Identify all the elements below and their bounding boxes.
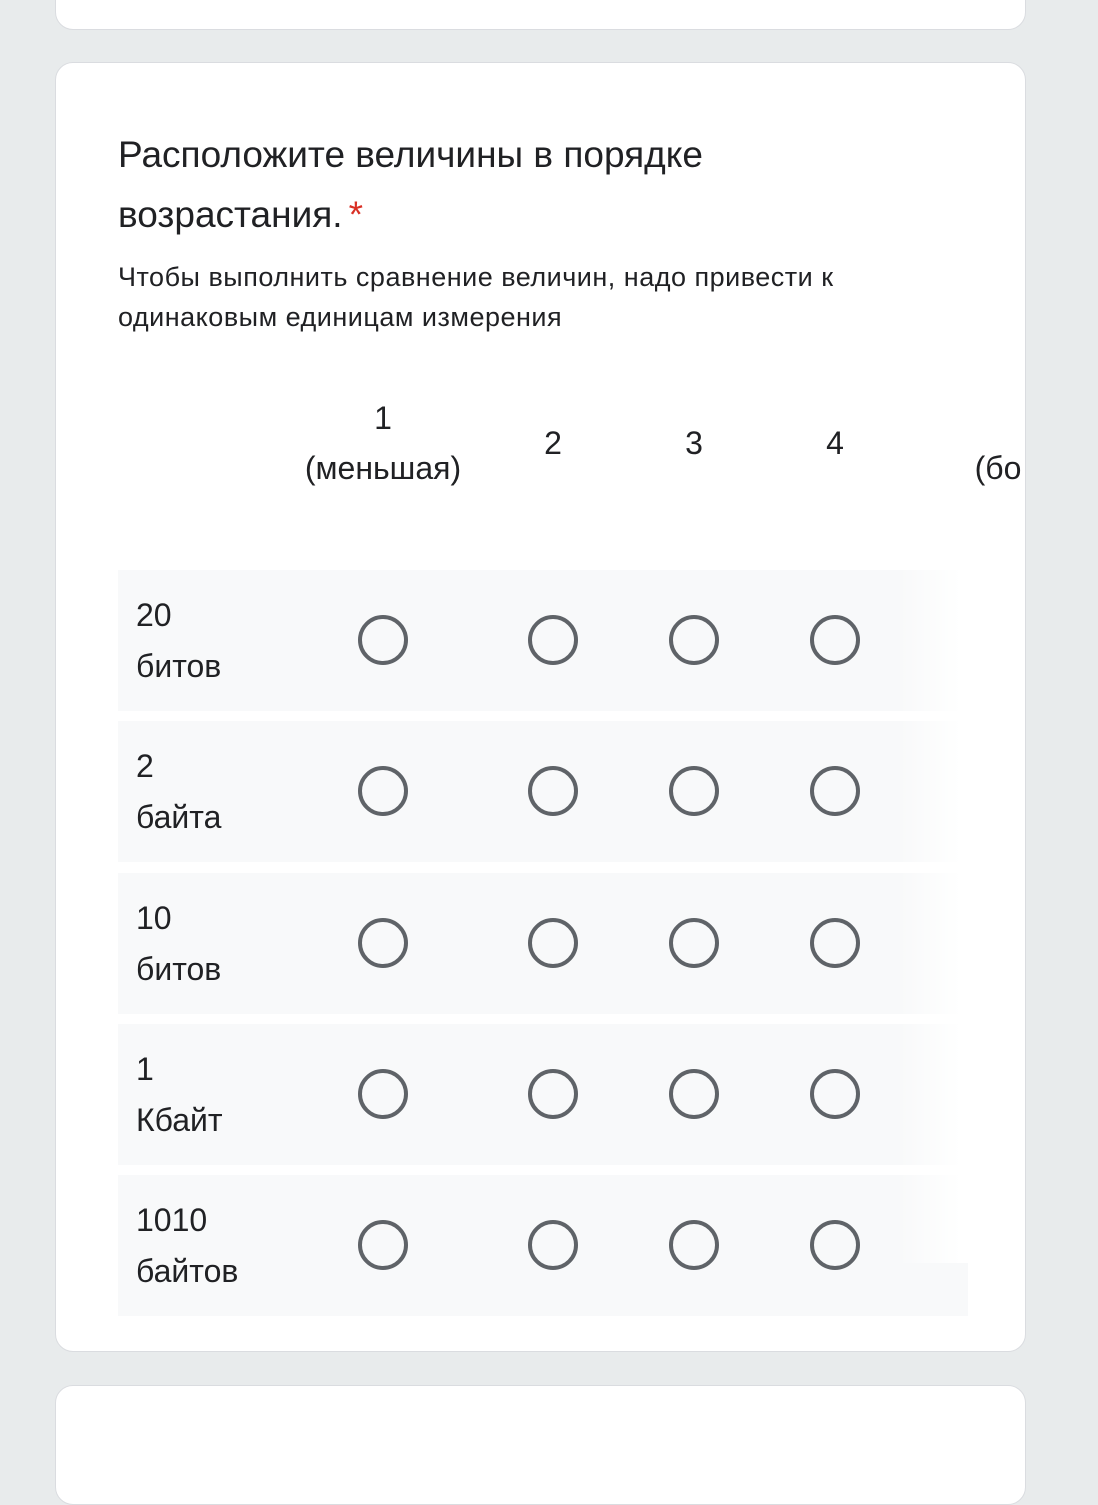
radio-button[interactable] — [810, 918, 860, 968]
row-label — [136, 1044, 296, 1146]
grid-row — [118, 1024, 968, 1165]
previous-question-card — [55, 0, 1026, 30]
column-header-note: (меньшая) — [304, 450, 462, 486]
row-label — [136, 1195, 296, 1297]
grid-row — [118, 1175, 968, 1316]
column-header-number: 4 — [826, 425, 844, 461]
row-label-value: 10 — [136, 900, 172, 936]
grid-row — [118, 721, 968, 862]
multiple-choice-grid — [118, 393, 1022, 1289]
radio-button[interactable] — [669, 1069, 719, 1119]
radio-button[interactable] — [669, 615, 719, 665]
radio-button[interactable] — [810, 766, 860, 816]
radio-button[interactable] — [358, 918, 408, 968]
row-label-unit: Кбайт — [136, 1102, 223, 1138]
column-header-note: (бо — [974, 450, 1022, 486]
radio-button[interactable] — [669, 918, 719, 968]
radio-button[interactable] — [669, 766, 719, 816]
radio-button[interactable] — [358, 766, 408, 816]
radio-button[interactable] — [528, 1069, 578, 1119]
radio-button[interactable] — [528, 1220, 578, 1270]
required-asterisk: * — [348, 194, 363, 235]
row-label — [136, 741, 296, 843]
column-header-number: 2 — [544, 425, 562, 461]
column-header-number — [898, 393, 1098, 443]
question-description: Чтобы выполнить сравнение величин, надо привести к одинаковым единицам измерения — [118, 262, 834, 332]
radio-button[interactable] — [810, 615, 860, 665]
radio-button[interactable] — [810, 1220, 860, 1270]
question-title-text: Расположите величины в порядке возрастания. — [118, 134, 703, 235]
radio-button[interactable] — [358, 615, 408, 665]
next-question-card — [55, 1385, 1026, 1505]
row-label — [136, 590, 296, 692]
row-label — [136, 893, 296, 995]
column-header-5 — [898, 393, 1098, 493]
column-header-number: 1 — [374, 400, 392, 436]
question-card — [55, 62, 1026, 1352]
radio-button[interactable] — [358, 1220, 408, 1270]
row-label-value: 20 — [136, 597, 172, 633]
question-title — [118, 125, 878, 245]
row-label-unit: байтов — [136, 1253, 239, 1289]
row-label-unit: битов — [136, 951, 222, 987]
radio-button[interactable] — [528, 766, 578, 816]
row-label-value: 1010 — [136, 1202, 208, 1238]
radio-button[interactable] — [528, 918, 578, 968]
column-header-number: 3 — [685, 425, 703, 461]
radio-button[interactable] — [528, 615, 578, 665]
grid-row — [118, 570, 968, 711]
row-label-value: 1 — [136, 1051, 154, 1087]
row-label-unit: байта — [136, 799, 222, 835]
radio-button[interactable] — [669, 1220, 719, 1270]
row-label-value: 2 — [136, 748, 154, 784]
grid-row — [118, 873, 968, 1014]
row-label-unit: битов — [136, 648, 222, 684]
radio-button[interactable] — [358, 1069, 408, 1119]
radio-button[interactable] — [810, 1069, 860, 1119]
